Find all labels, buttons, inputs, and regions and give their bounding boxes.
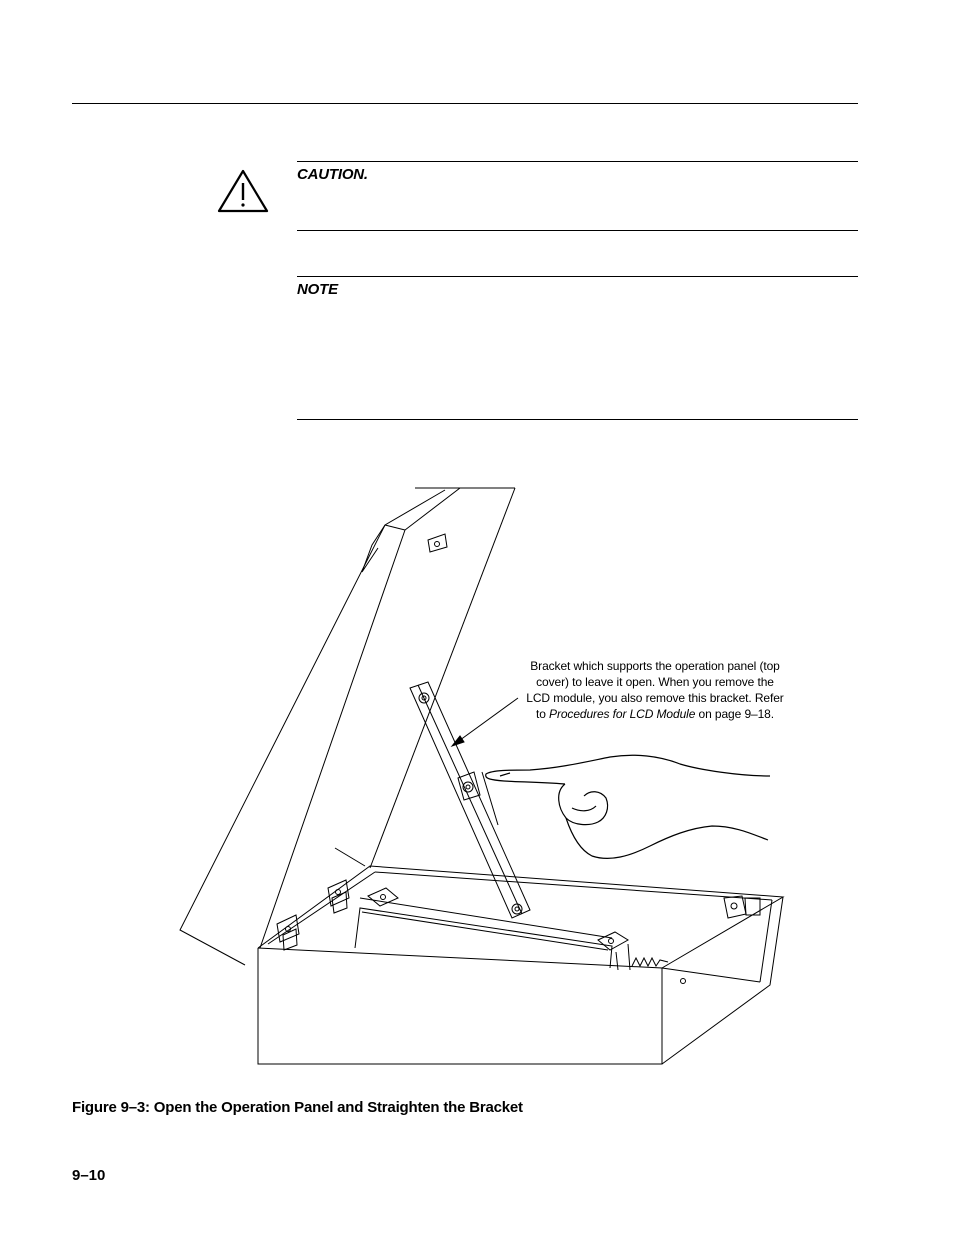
callout-arrow: [452, 698, 518, 746]
hand-drawing: [486, 755, 770, 858]
bracket-callout-text: [524, 658, 786, 722]
callout-text-part2: on page 9–18.: [695, 707, 774, 721]
operation-panel-lid: [180, 488, 515, 965]
figure-caption: Figure 9–3: Open the Operation Panel and Straighten the Bracket: [72, 1099, 523, 1116]
header-rule: [72, 103, 858, 104]
caution-label: CAUTION.: [297, 166, 368, 183]
note-bottom-rule: [297, 419, 858, 420]
caution-top-rule: [297, 161, 858, 162]
cabinet-box: [258, 866, 783, 1064]
note-top-rule: [297, 276, 858, 277]
callout-text-reference: Procedures for LCD Module: [549, 707, 696, 721]
caution-bottom-rule: [297, 230, 858, 231]
operation-panel-illustration: [170, 485, 790, 1070]
note-label: NOTE: [297, 281, 338, 298]
warning-triangle-icon: [216, 168, 270, 214]
callout-text-part1: Bracket which supports the operation panel (top cover) to leave it open. When you remove the LCD module, you also remove this bracket. Refer to: [526, 659, 784, 721]
page-number: 9–10: [72, 1167, 106, 1184]
